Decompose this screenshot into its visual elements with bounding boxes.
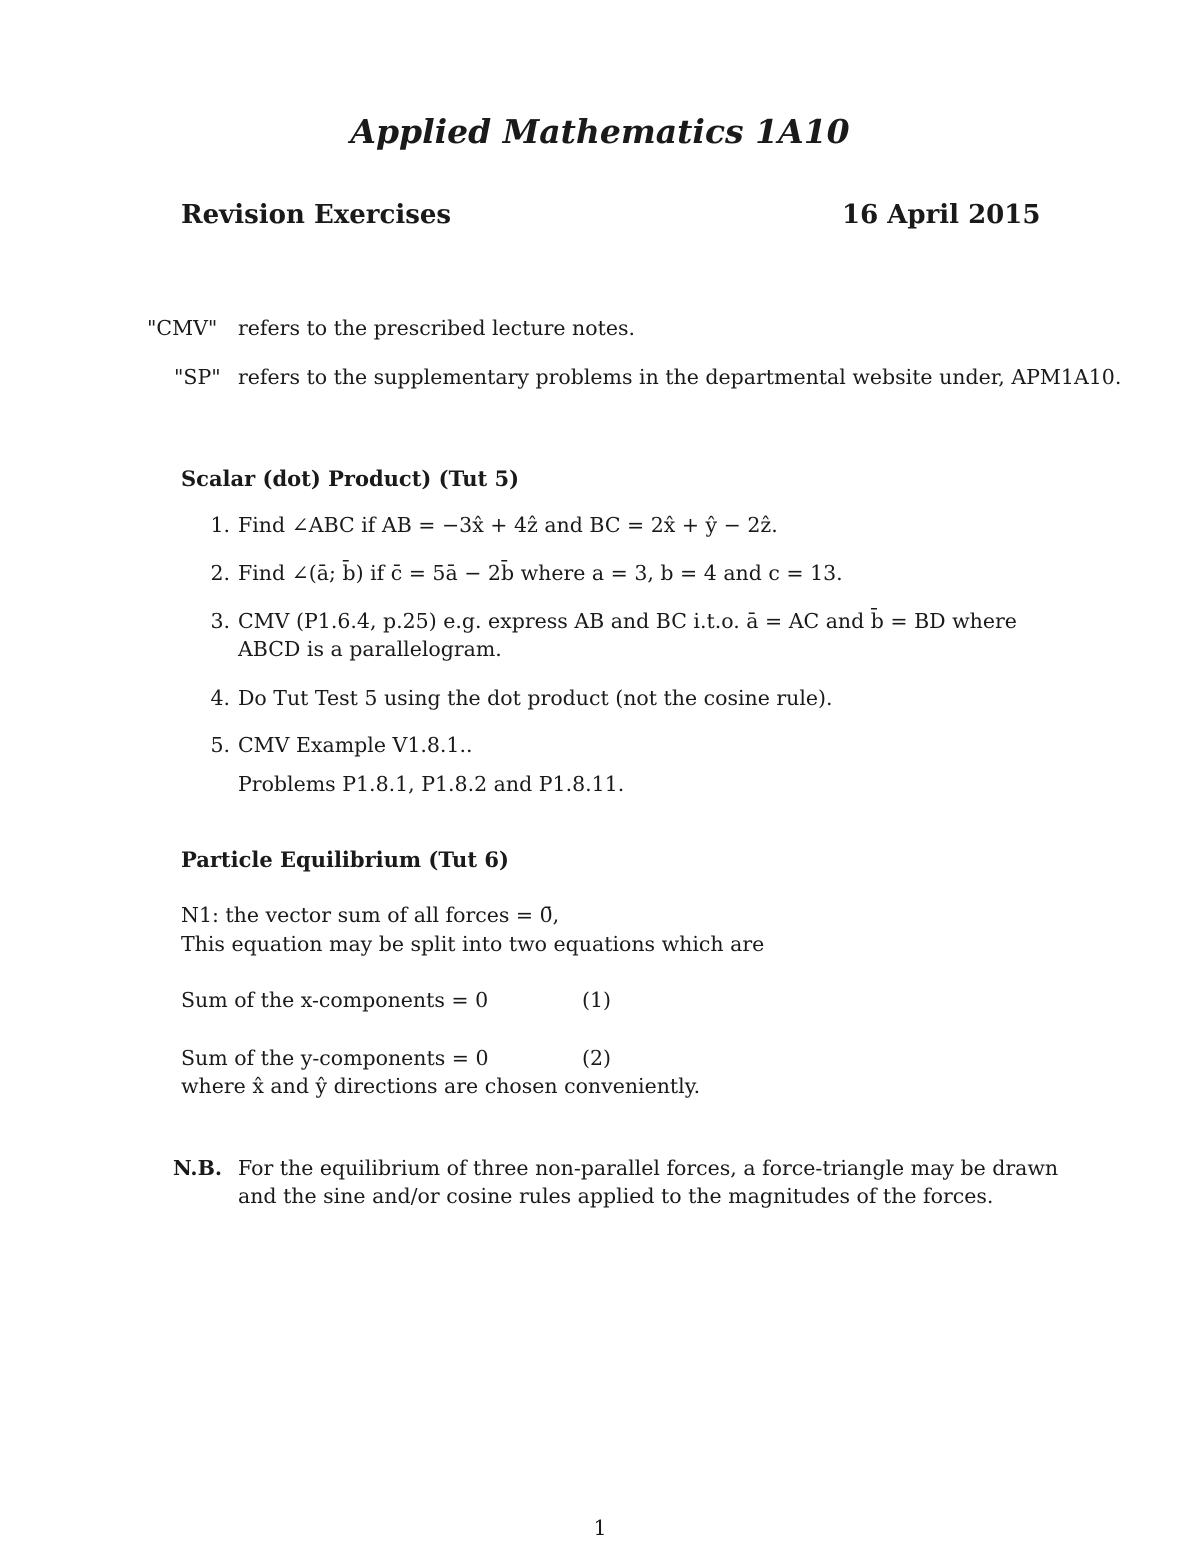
split-statement: This equation may be split into two equations which are: [181, 932, 765, 956]
reference-text-cmv: refers to the prescribed lecture notes.: [238, 316, 635, 340]
section-heading: Scalar (dot) Product) (Tut 5): [181, 466, 520, 491]
reference-text-sp: refers to the supplementary problems in the departmental website under, APM1A10.: [238, 365, 1122, 389]
item-number: 5.: [210, 733, 230, 757]
document-date: 16 April 2015: [842, 200, 1041, 230]
equation-tag-1: (1): [582, 988, 612, 1012]
reference-key-cmv: "CMV": [147, 316, 218, 340]
equation-x-components: Sum of the x-components = 0: [181, 988, 489, 1012]
section-heading: Particle Equilibrium (Tut 6): [181, 847, 509, 872]
nb-label: N.B.: [173, 1156, 223, 1180]
item-text: Find ∠(ā; b̄) if c̄ = 5ā − 2b̄ where a = 3, b = 4 and c = 13.: [238, 561, 843, 585]
item-text: CMV (P1.6.4, p.25) e.g. express AB and BC i.t.o. ā = AC and b̄ = BD where: [238, 609, 1017, 633]
equation-tag-2: (2): [582, 1046, 612, 1070]
item-text: Do Tut Test 5 using the dot product (not the cosine rule).: [238, 686, 833, 710]
item-text-continued: Problems P1.8.1, P1.8.2 and P1.8.11.: [238, 772, 625, 796]
equation-y-components: Sum of the y-components = 0: [181, 1046, 489, 1070]
direction-note: where x̂ and ŷ directions are chosen conveniently.: [181, 1074, 701, 1098]
item-number: 1.: [210, 513, 230, 537]
reference-key-sp: "SP": [174, 365, 221, 389]
item-number: 4.: [210, 686, 230, 710]
item-text-continued: ABCD is a parallelogram.: [238, 637, 502, 661]
newton-first-law: N1: the vector sum of all forces = 0̄,: [181, 903, 560, 927]
item-number: 2.: [210, 561, 230, 585]
item-text: Find ∠ABC if AB = −3x̂ + 4ẑ and BC = 2x̂ + ŷ − 2ẑ.: [238, 513, 778, 537]
item-number: 3.: [210, 609, 230, 633]
page-title: Applied Mathematics 1A10: [350, 112, 850, 151]
page-number: 1: [593, 1516, 607, 1540]
item-text: CMV Example V1.8.1..: [238, 733, 473, 757]
nb-text: For the equilibrium of three non-parallel forces, a force-triangle may be drawn: [238, 1156, 1059, 1180]
nb-text-continued: and the sine and/or cosine rules applied to the magnitudes of the forces.: [238, 1184, 994, 1208]
document-subtitle: Revision Exercises: [181, 200, 452, 230]
